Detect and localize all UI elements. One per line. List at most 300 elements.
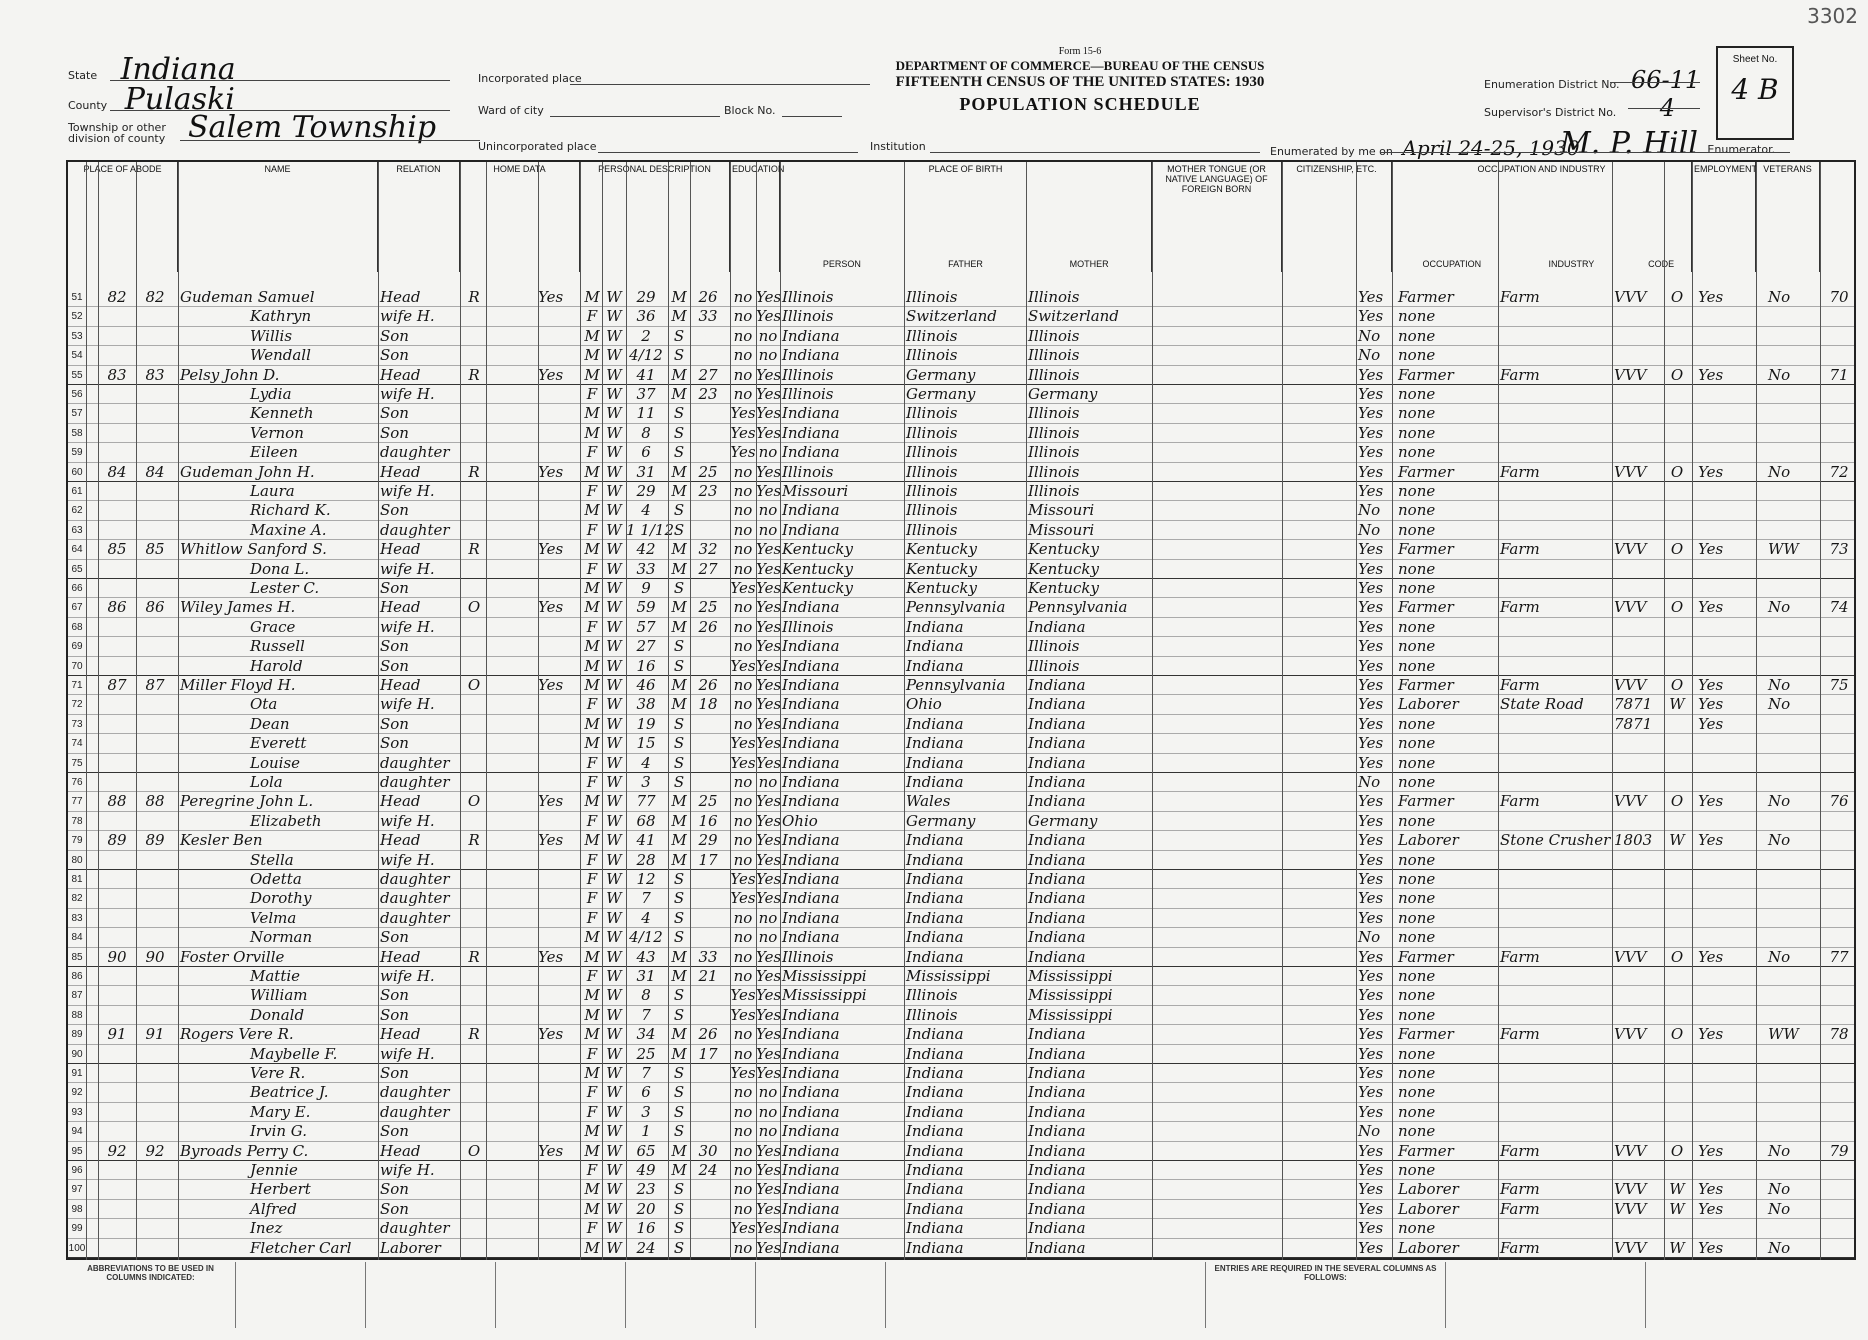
birthplace-person: Mississippi [782,967,867,985]
radio-set [538,1045,574,1064]
sex: F [586,967,598,985]
birthplace-person: Missouri [782,482,849,500]
line-number: 83 [71,912,83,924]
person-name: Gudeman Samuel [180,288,315,306]
class-of-worker: W [1669,831,1685,850]
veteran [1768,851,1808,870]
age: 8 [641,986,651,1005]
citizenship: Yes [1358,986,1384,1005]
marital-status: S [673,656,685,675]
birthplace-father: Indiana [906,714,964,733]
citizenship: Yes [1358,559,1384,578]
age: 15 [636,734,656,753]
birthplace-mother: Illinois [1028,365,1080,384]
line-number: 89 [71,1029,83,1041]
school-attendance: Yes [730,753,756,772]
table-row [68,579,1854,598]
industry [1500,637,1610,656]
sex: M [584,598,600,617]
birthplace-father: Kentucky [906,540,977,559]
age-at-marriage: 21 [698,967,718,985]
birthplace-father: Illinois [906,462,958,481]
read-write: Yes [756,1180,782,1199]
table-row [68,695,1854,714]
industry-code [1614,560,1662,579]
veteran [1768,307,1808,326]
home-tenure [464,734,484,753]
class-of-worker [1664,734,1690,753]
class-of-worker [1664,404,1690,423]
veteran [1768,579,1808,598]
birthplace-mother: Switzerland [1028,307,1119,326]
industry-code [1614,1219,1662,1238]
birthplace-mother: Indiana [1028,617,1086,636]
class-of-worker: O [1670,947,1684,966]
line-number: 65 [71,563,83,575]
family-number: 92 [145,1141,165,1160]
family-number [136,967,174,986]
col-relation: RELATION [378,162,460,272]
industry-code [1614,1122,1662,1141]
class-of-worker [1664,443,1690,462]
class-of-worker [1664,618,1690,637]
relation: Head [380,792,421,811]
marital-status: S [673,870,685,888]
race: W [606,385,622,403]
farm-schedule-number [1824,1006,1854,1025]
family-number [136,385,174,404]
industry-code: 1803 [1614,831,1653,850]
birthplace-person: Illinois [782,365,834,384]
school-attendance: no [733,520,753,539]
birthplace-person: Indiana [782,908,840,927]
line-number: 72 [71,699,83,711]
employed: Yes [1698,288,1724,306]
sheet-stamp: 3302 [1807,4,1858,28]
home-tenure [464,870,484,889]
birthplace-mother: Illinois [1028,656,1080,675]
line-number: 74 [71,738,83,750]
table-row [68,986,1854,1005]
radio-set [538,1083,574,1102]
state-label: State [68,69,98,82]
dwelling-number [98,734,136,753]
race: W [606,559,622,578]
age: 29 [636,288,656,306]
line-number: 95 [71,1145,83,1157]
veteran [1768,657,1808,676]
line-number: 78 [71,815,83,827]
citizenship: Yes [1358,482,1384,500]
read-write: Yes [756,947,782,966]
race: W [606,1083,622,1102]
employed [1698,1006,1738,1025]
race: W [606,850,622,869]
marital-status: M [671,850,687,869]
age: 8 [641,423,651,442]
occupation: Farmer [1398,792,1454,811]
relation: Head [380,598,421,617]
birthplace-father: Pennsylvania [906,598,1006,617]
employed [1698,327,1738,346]
class-of-worker: W [1669,1199,1685,1218]
home-tenure [464,346,484,365]
industry-code [1614,618,1662,637]
marital-status: S [673,928,685,947]
relation: daughter [380,870,450,888]
line-number: 56 [71,389,83,400]
citizenship: Yes [1358,385,1384,403]
relation: Son [380,423,409,442]
farm-schedule-number [1824,831,1854,850]
read-write: Yes [756,1025,782,1044]
family-number: 91 [145,1025,165,1044]
marital-status: S [673,986,685,1005]
age: 7 [641,889,651,908]
age: 38 [636,695,656,714]
school-attendance: no [733,1044,753,1063]
industry [1500,928,1610,947]
farm-schedule-number [1824,657,1854,676]
industry [1500,812,1610,831]
school-attendance: no [733,637,753,656]
age-at-marriage: 29 [698,831,718,850]
industry [1500,579,1610,598]
birthplace-person: Illinois [782,385,834,403]
radio-set: Yes [538,462,564,481]
birthplace-person: Indiana [782,423,840,442]
veteran [1768,1083,1808,1102]
birthplace-mother: Indiana [1028,773,1086,791]
race: W [606,1238,622,1257]
industry-code: VVV [1614,947,1647,966]
race: W [606,811,622,830]
industry [1500,1006,1610,1025]
table-row [68,1083,1854,1102]
farm-schedule-number: 73 [1829,540,1849,559]
age: 12 [636,870,656,888]
relation: Son [380,346,409,365]
col-father: FATHER [948,259,983,269]
industry-code [1614,346,1662,365]
farm-schedule-number [1824,1219,1854,1238]
column-rule [1498,162,1499,1260]
birthplace-mother: Indiana [1028,850,1086,869]
employed [1698,385,1738,404]
family-number [136,579,174,598]
occupation: none [1398,986,1436,1005]
employed [1698,909,1738,928]
line-number: 76 [71,777,83,788]
sheet-value: 4 B [1731,73,1779,106]
marital-status: S [673,520,685,539]
read-write: Yes [756,385,782,403]
home-tenure: R [468,947,480,966]
industry-code [1614,424,1662,443]
column-rule [538,162,539,1260]
home-tenure [464,909,484,928]
read-write: Yes [756,559,782,578]
marital-status: S [673,734,685,753]
veteran [1768,637,1808,656]
birthplace-mother: Illinois [1028,443,1080,462]
occupation: none [1398,889,1436,908]
read-write: Yes [756,540,782,559]
home-tenure [464,1045,484,1064]
veteran [1768,443,1808,462]
read-write: no [758,1122,778,1141]
age-at-marriage: 25 [698,792,718,811]
col-personal-description: PERSONAL DESCRIPTION [580,162,730,272]
sex: M [584,1025,600,1044]
birthplace-person: Indiana [782,831,840,850]
table-row [68,1219,1854,1238]
family-number [136,307,174,326]
school-attendance: no [733,928,753,947]
family-number [136,346,174,365]
relation: Son [380,986,409,1005]
farm-schedule-number: 76 [1829,792,1849,811]
birthplace-mother: Indiana [1028,1180,1086,1199]
enumerator-label: Enumerator. [1707,143,1776,156]
employed [1698,967,1738,986]
read-write: no [758,928,778,947]
citizenship: Yes [1358,714,1384,733]
person-name: Pelsy John D. [180,365,280,384]
line-number: 59 [71,447,83,459]
industry: Farm [1500,1141,1540,1160]
citizenship: Yes [1358,734,1384,753]
farm-schedule-number [1824,560,1854,579]
industry [1500,870,1610,889]
class-of-worker [1664,1006,1690,1025]
birthplace-person: Indiana [782,1102,840,1121]
birthplace-person: Indiana [782,773,840,791]
class-of-worker [1664,521,1690,540]
age-at-marriage [690,657,726,676]
age-at-marriage [690,521,726,540]
age-at-marriage [690,1006,726,1025]
age: 3 [641,1102,651,1121]
relation: Head [380,676,421,694]
table-row [68,676,1854,695]
occupation: none [1398,520,1436,539]
age-at-marriage: 24 [698,1161,718,1179]
institution-underline [930,152,1260,153]
birthplace-person: Indiana [782,792,840,811]
line-number: 94 [71,1126,83,1138]
sex: F [586,1102,598,1121]
occupation: Laborer [1398,1238,1459,1257]
veteran: No [1768,676,1791,694]
home-tenure [464,637,484,656]
column-rule [486,162,487,1260]
family-number [136,1006,174,1025]
table-row [68,773,1854,792]
age-at-marriage [690,928,726,947]
race: W [606,734,622,753]
state-value: Indiana [120,52,236,87]
citizenship: Yes [1358,1083,1384,1102]
dwelling-number [98,1180,136,1199]
column-rule [1692,162,1693,1260]
age-at-marriage [690,909,726,928]
race: W [606,365,622,384]
dwelling-number [98,307,136,326]
sex: F [586,1219,598,1238]
citizenship: Yes [1358,288,1384,306]
age: 65 [636,1141,656,1160]
radio-set [538,1006,574,1025]
col-mother-tongue: MOTHER TONGUE (OR NATIVE LANGUAGE) OF FOREIGN BORN [1152,162,1282,272]
table-row [68,1122,1854,1141]
age-at-marriage: 27 [698,559,718,578]
marital-status: M [671,365,687,384]
footer [66,1262,1856,1332]
veteran [1768,773,1808,792]
person-name: Mattie [250,967,301,985]
farm-schedule-number [1824,637,1854,656]
occupation: none [1398,482,1436,500]
age-at-marriage: 17 [698,850,718,869]
age: 33 [636,559,656,578]
birthplace-father: Ohio [906,695,942,714]
home-tenure [464,482,484,501]
race: W [606,1064,622,1082]
farm-schedule-number: 70 [1829,288,1849,306]
veteran [1768,889,1808,908]
relation: wife H. [380,967,435,985]
age: 41 [636,365,656,384]
birthplace-person: Indiana [782,1005,840,1024]
school-attendance: no [733,773,753,791]
age: 46 [636,676,656,694]
occupation: Laborer [1398,1180,1459,1199]
birthplace-person: Indiana [782,404,840,423]
age: 23 [636,1180,656,1199]
birthplace-mother: Indiana [1028,734,1086,753]
industry: State Road [1500,695,1584,714]
industry [1500,327,1610,346]
class-of-worker [1664,1161,1690,1180]
home-tenure: O [467,1141,481,1160]
sex: M [584,1199,600,1218]
occupation: none [1398,307,1436,326]
class-of-worker: O [1670,676,1684,694]
occupation-title: OCCUPATION AND INDUSTRY [1477,164,1606,174]
race: W [606,714,622,733]
marital-status: M [671,1141,687,1160]
employed [1698,443,1738,462]
line-number: 80 [71,854,83,866]
dwelling-number [98,1219,136,1238]
marital-status: M [671,288,687,306]
sex: M [584,346,600,365]
block-label: Block No. [724,104,776,117]
person-name: Gudeman John H. [180,462,315,481]
race: W [606,307,622,326]
home-tenure [464,579,484,598]
occupation: none [1398,1083,1436,1102]
enum-district-label: Enumeration District No. [1484,78,1620,91]
birthplace-father: Indiana [906,773,964,791]
birthplace-mother: Missouri [1028,520,1095,539]
sex: M [584,501,600,520]
person-name: Elizabeth [250,811,322,830]
industry [1500,1219,1610,1238]
relation: wife H. [380,559,435,578]
radio-set [538,734,574,753]
birthplace-father: Indiana [906,1141,964,1160]
abbreviations-title: ABBREVIATIONS TO BE USED IN COLUMNS INDICATED: [66,1262,236,1328]
line-number: 73 [71,718,83,730]
school-attendance: no [733,307,753,326]
marital-status: S [673,714,685,733]
age-at-marriage [690,889,726,908]
citizenship: Yes [1358,831,1384,850]
person-name: Grace [250,617,296,636]
school-attendance: Yes [730,1219,756,1238]
race: W [606,792,622,811]
read-write: Yes [756,986,782,1005]
industry [1500,1122,1610,1141]
race: W [606,1161,622,1179]
radio-set: Yes [538,831,564,850]
radio-set [538,812,574,831]
school-attendance: no [733,346,753,365]
table-row [68,424,1854,443]
class-of-worker: O [1670,1141,1684,1160]
veteran: No [1768,1199,1791,1218]
school-attendance: Yes [730,423,756,442]
radio-set [538,928,574,947]
footer-block-4 [626,1262,756,1328]
column-rule [86,162,87,1260]
class-of-worker: O [1670,288,1684,306]
employed: Yes [1698,1238,1724,1257]
industry: Farm [1500,288,1540,306]
birthplace-father: Illinois [906,482,958,500]
birthplace-mother: Kentucky [1028,579,1099,597]
industry [1500,967,1610,986]
industry [1500,482,1610,501]
class-of-worker [1664,1219,1690,1238]
read-write: Yes [756,1161,782,1179]
home-tenure [464,657,484,676]
radio-set [538,967,574,986]
dwelling-number [98,482,136,501]
employed [1698,754,1738,773]
school-attendance: Yes [730,1064,756,1082]
radio-set [538,754,574,773]
enumerator-field [1560,126,1775,161]
industry [1500,1103,1610,1122]
occupation: none [1398,579,1436,597]
age: 1 [641,1122,651,1141]
employed [1698,1122,1738,1141]
person-name: Vere R. [250,1064,306,1082]
read-write: Yes [756,1044,782,1063]
table-row [68,948,1854,967]
read-write: Yes [756,462,782,481]
industry-code [1614,1064,1662,1083]
race: W [606,637,622,656]
birthplace-father: Indiana [906,617,964,636]
sex: F [586,870,598,888]
birthplace-person: Indiana [782,1141,840,1160]
radio-set [538,657,574,676]
institution-label: Institution [870,140,926,153]
